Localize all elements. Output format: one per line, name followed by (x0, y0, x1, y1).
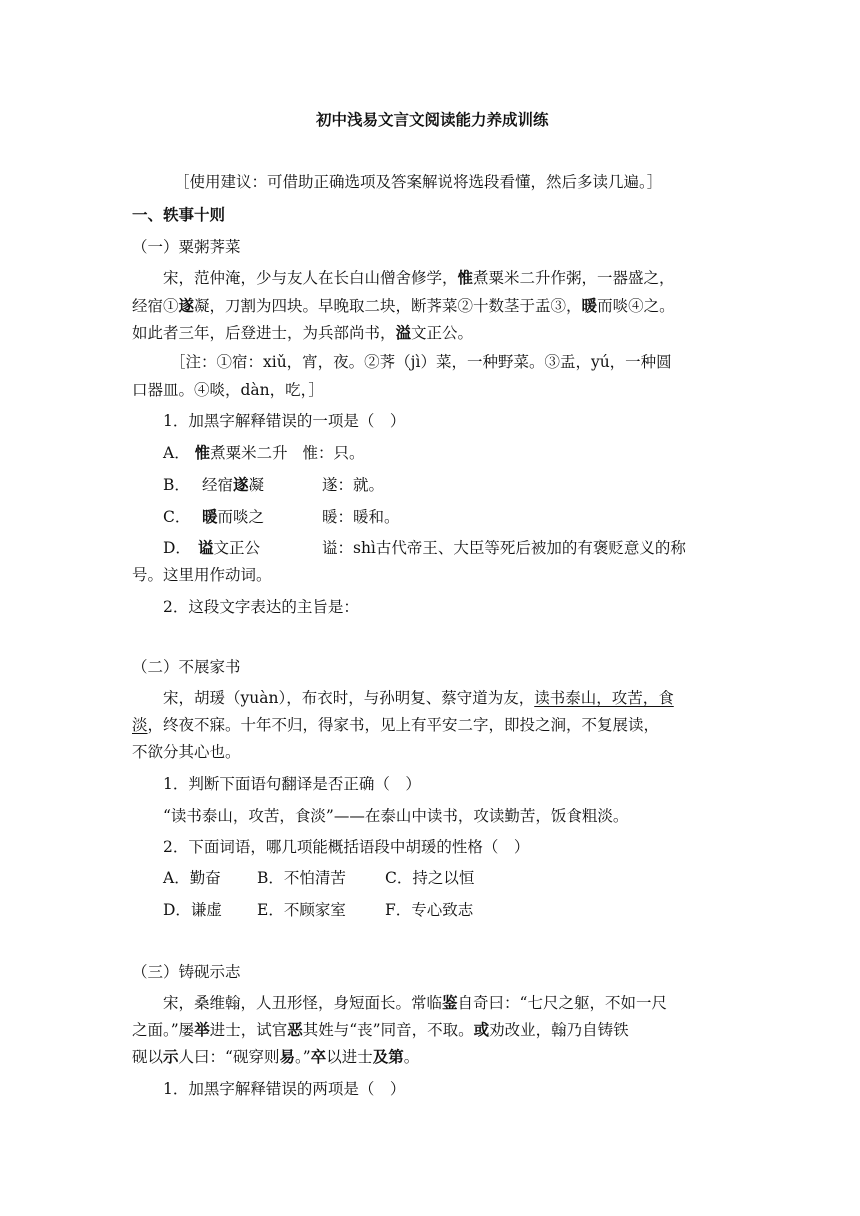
story1-option-c: C． (163, 508, 191, 526)
story2-option: E．不顾家室 (257, 901, 346, 919)
story1-paragraph-line: 宋，范仲淹，少与友人在长白山僧舍修学，惟煮粟米二升作粥，一器盛之， (163, 268, 675, 287)
story2-question-1-line: “读书泰山，攻苦，食淡”——在泰山中读书，攻读勤苦，饭食粗淡。 (163, 807, 629, 825)
story2-option: F．专心致志 (385, 901, 474, 919)
story3-paragraph-line: 宋，桑维翰，人丑形怪，身短面长。常临鉴自奇曰：“七尺之躯，不如一尺 (163, 993, 667, 1012)
story1-question-2: 2．这段文字表达的主旨是： (163, 598, 359, 616)
story1-heading: （一）粟粥荠菜 (132, 238, 241, 256)
story2-question-1: 1．判断下面语句翻译是否正确（ ） (163, 775, 421, 793)
story2-option: B．不怕清苦 (257, 869, 346, 887)
story2-question-2: 2．下面词语，哪几项能概括语段中胡瑗的性格（ ） (163, 838, 530, 856)
story1-option-d-text: 谥文正公 (198, 538, 261, 557)
story1-question-1: 1．加黑字解释错误的一项是（ ） (163, 412, 406, 430)
story2-option: D．谦虚 (163, 901, 222, 919)
story1-option-d: D． (163, 539, 191, 557)
story3-heading: （三）铸砚示志 (132, 963, 241, 981)
story3-question-1: 1．加黑字解释错误的两项是（ ） (163, 1080, 406, 1098)
story1-option-b-expl: 遂：就。 (322, 476, 385, 494)
story1-paragraph-line: 如此者三年，后登进士，为兵部尚书，溢文正公。 (132, 323, 474, 342)
story3-paragraph-line: 砚以示人曰：“砚穿则易。”卒以进士及第。 (132, 1047, 420, 1066)
story1-option-d-cont: 号。这里用作动词。 (132, 566, 272, 584)
story1-paragraph-line: 经宿①遂凝，刀割为四块。早晚取二块，断荠菜②十数茎于盂③，暖而啖④之。 (132, 296, 675, 315)
story1-option-b-text: 经宿遂凝 (202, 475, 265, 494)
story3-paragraph-line: 之面。”屡举进士，试官恶其姓与“丧”同音，不取。或劝改业，翰乃自铸铁 (132, 1020, 629, 1039)
story1-option-c-text: 暖而啖之 (202, 507, 265, 526)
story1-note: ［注：①宿：xiǔ，宵，夜。②荠（jì）菜，一种野菜。③盂，yú，一种圆 (170, 353, 672, 371)
story2-paragraph-line: 淡，终夜不寐。十年不归，得家书，见上有平安二字，即投之涧，不复展读， (132, 716, 660, 734)
page-title: 初中浅易文言文阅读能力养成训练 (316, 110, 549, 129)
story1-option-b: B． (163, 476, 190, 494)
section-heading: 一、轶事十则 (132, 205, 226, 224)
story2-option: A．勤奋 (163, 869, 221, 887)
story2-option: C．持之以恒 (385, 869, 475, 887)
usage-tip: ［使用建议：可借助正确选项及答案解说将选段看懂，然后多读几遍。］ (174, 173, 663, 191)
story1-option-c-expl: 暖：暖和。 (322, 508, 400, 526)
story2-paragraph-line: 不欲分其心也。 (132, 743, 241, 761)
story1-option-a: A． 惟煮粟米二升 惟：只。 (163, 443, 365, 462)
story1-note: 口器皿。④啖，dàn，吃，］ (132, 381, 324, 399)
story2-heading: （二）不展家书 (132, 658, 241, 676)
story2-paragraph-line: 宋，胡瑗（yuàn），布衣时，与孙明复、蔡守道为友，读书泰山，攻苦，食 (163, 689, 674, 707)
story1-option-d-expl: 谥：shì古代帝王、大臣等死后被加的有褒贬意义的称 (322, 539, 686, 557)
